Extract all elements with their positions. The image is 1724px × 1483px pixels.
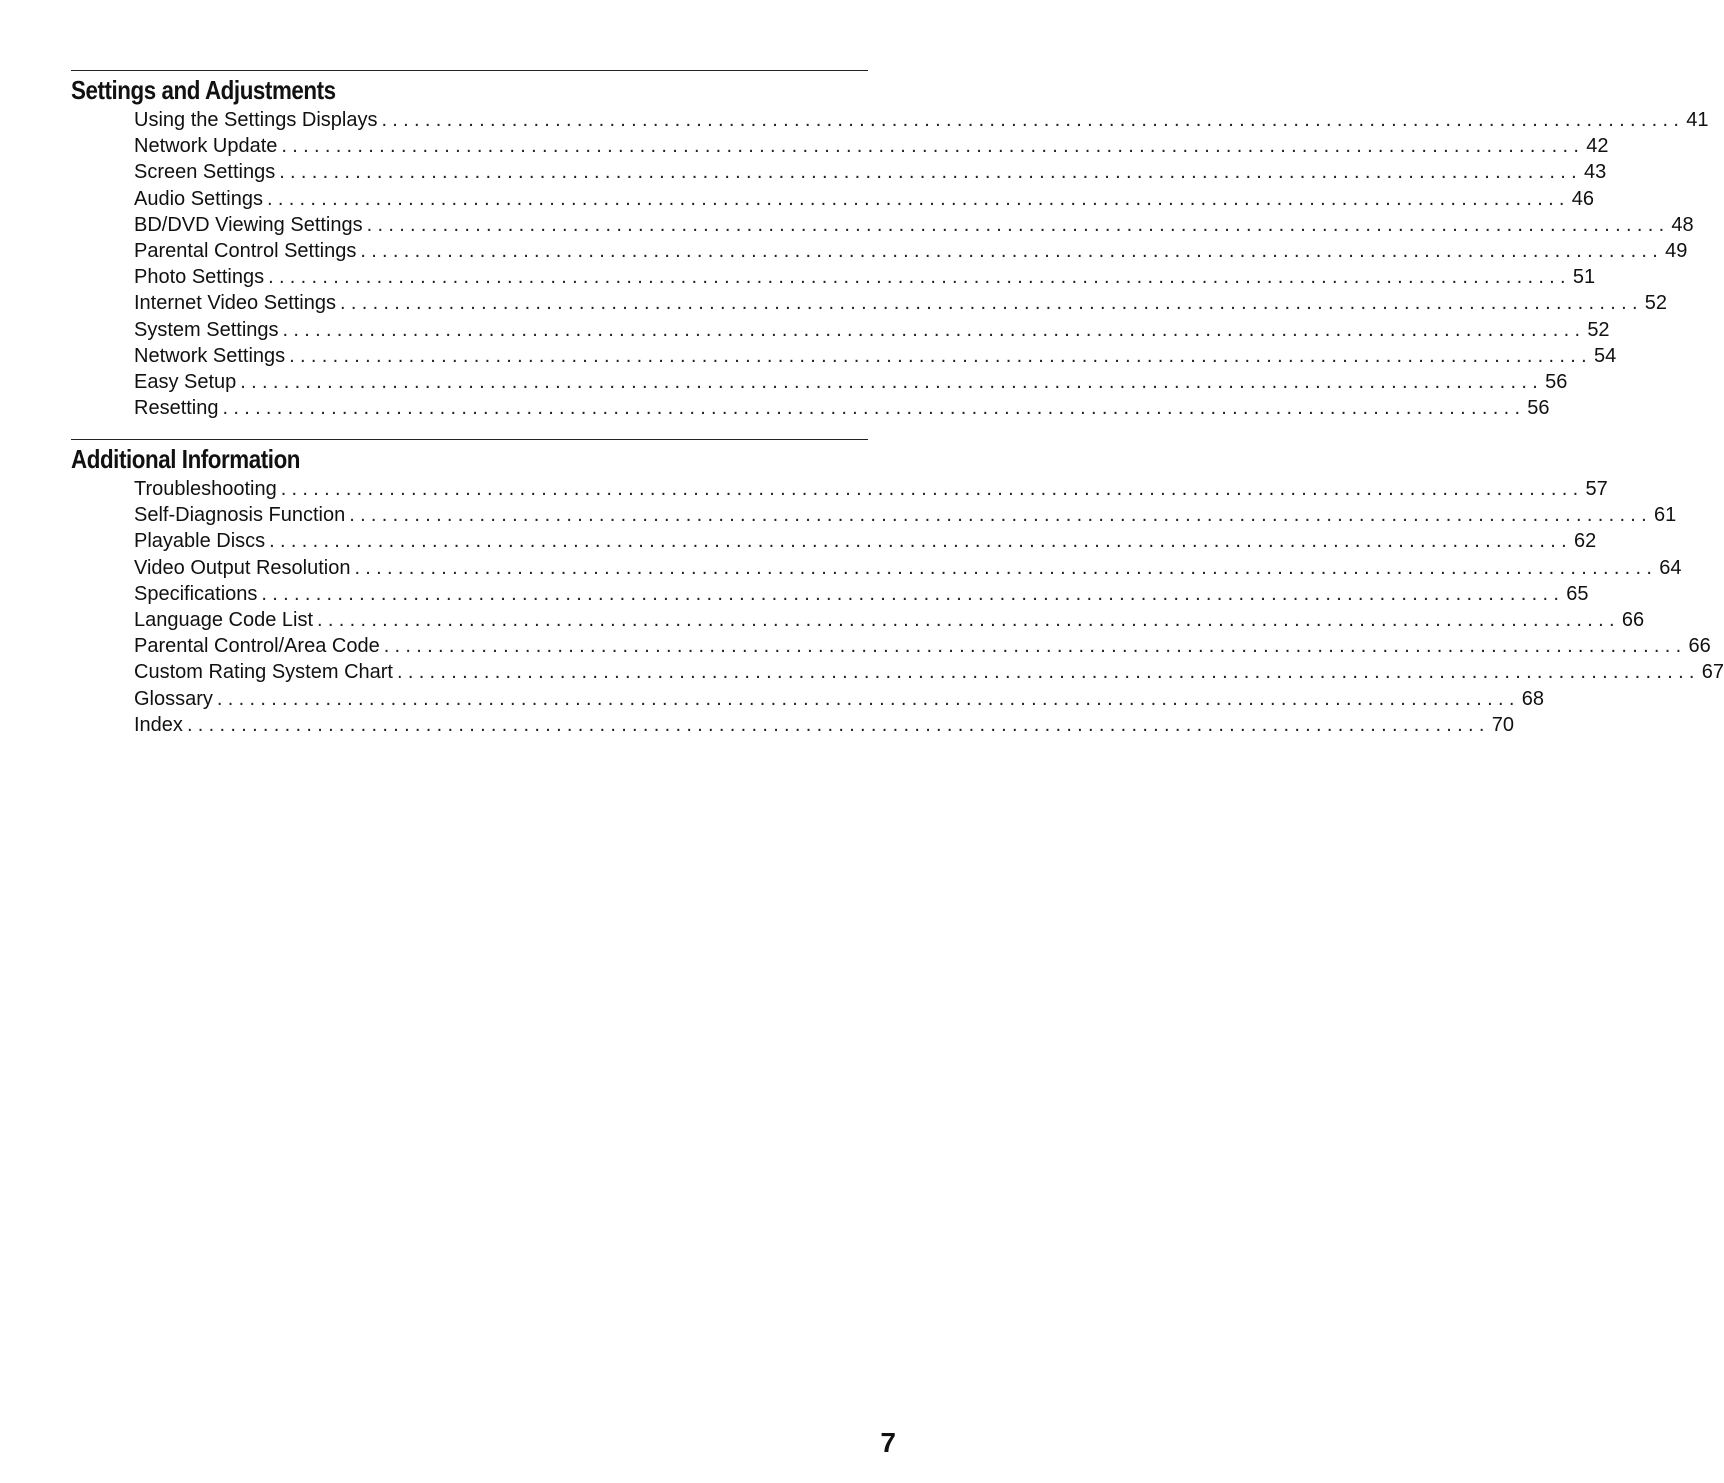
toc-entry-page: 61: [1654, 504, 1677, 527]
toc-entry-page: 67: [1701, 661, 1724, 684]
section-title: Additional Information: [71, 444, 301, 474]
toc-leader-dots: ........................................................................................................................: [340, 292, 1643, 315]
toc-leader-dots: ........................................................................................................................: [186, 713, 1490, 736]
toc-entry: [134, 395, 1550, 421]
toc-leader-dots: ........................................................................................................................: [222, 397, 1526, 420]
toc-entry-label: Custom Rating System Chart: [134, 661, 393, 684]
section-divider: [71, 70, 868, 71]
toc-entry-label: Internet Video Settings: [134, 292, 336, 315]
toc-entry-page: 46: [1571, 187, 1595, 210]
toc-entry-page: 41: [1686, 109, 1709, 131]
toc-leader-dots: ........................................................................................................................: [282, 318, 1586, 341]
toc-entry: [134, 476, 1608, 502]
toc-entry: [134, 555, 1682, 581]
toc-entry-label: Network Settings: [134, 344, 286, 367]
toc-entry: [134, 633, 1711, 659]
toc-entry: [134, 659, 1724, 685]
toc-entry-label: Audio Settings: [134, 187, 263, 210]
toc-entry-page: 65: [1566, 582, 1589, 605]
toc-entry-page: 62: [1573, 530, 1597, 553]
toc-entry-label: Easy Setup: [134, 370, 237, 393]
toc-entry-label: Playable Discs: [134, 530, 266, 553]
toc-entry-page: 64: [1659, 556, 1682, 579]
toc-leader-dots: ........................................................................................................................: [269, 530, 1572, 553]
toc-leader-dots: ........................................................................................................................: [240, 370, 1544, 393]
toc-entry-page: 68: [1521, 687, 1544, 710]
toc-leader-dots: ........................................................................................................................: [396, 661, 1700, 684]
toc-leader-dots: ........................................................................................................................: [381, 109, 1685, 131]
toc-entry: [134, 528, 1597, 554]
toc-entry-label: Network Update: [134, 135, 278, 158]
toc-entry: [134, 133, 1609, 159]
toc-entry-label: Parental Control/Area Code: [134, 635, 380, 658]
toc-entry-label: Video Output Resolution: [134, 556, 351, 579]
toc-entry-page: 42: [1586, 135, 1609, 158]
page-number: 7: [880, 1427, 896, 1458]
toc-entry: [134, 369, 1568, 395]
toc-entry: [134, 343, 1617, 369]
toc-leader-dots: ........................................................................................................................: [366, 213, 1670, 236]
toc-entry: [134, 581, 1589, 607]
toc-entry-page: 56: [1545, 370, 1568, 393]
toc-entry-label: BD/DVD Viewing Settings: [134, 213, 363, 236]
toc-entry-label: Screen Settings: [134, 161, 276, 184]
toc-leader-dots: ........................................................................................................................: [360, 239, 1664, 262]
toc-entry-page: 52: [1644, 292, 1668, 315]
toc-entry-label: Glossary: [134, 687, 213, 710]
toc-entry-page: 49: [1665, 239, 1688, 262]
toc-entry-page: 56: [1527, 397, 1550, 420]
toc-section-settings: [71, 70, 1709, 421]
toc-entry-page: 52: [1587, 318, 1610, 341]
toc-entry-page: 48: [1671, 213, 1694, 236]
toc-leader-dots: ........................................................................................................................: [261, 582, 1565, 605]
toc-entry-label: Using the Settings Displays: [134, 109, 378, 131]
toc-entry: [134, 502, 1677, 528]
toc-entry-label: Language Code List: [134, 608, 314, 631]
toc-entries: [134, 107, 1709, 421]
toc-entry-label: Specifications: [134, 582, 258, 605]
toc-entry-page: 43: [1584, 161, 1607, 184]
toc-entry-page: 70: [1491, 713, 1514, 736]
toc-entry-page: 66: [1621, 608, 1645, 631]
toc-leader-dots: ........................................................................................................................: [349, 504, 1653, 527]
toc-entry: [134, 212, 1694, 238]
toc-entry-page: 57: [1585, 478, 1608, 500]
toc-leader-dots: ........................................................................................................................: [281, 135, 1585, 158]
toc-entry: [134, 238, 1688, 264]
toc-entry: [134, 607, 1645, 633]
toc-entry: [134, 186, 1595, 212]
toc-leader-dots: ........................................................................................................................: [266, 187, 1570, 210]
toc-entry-label: Self-Diagnosis Function: [134, 504, 346, 527]
toc-leader-dots: ........................................................................................................................: [383, 635, 1687, 658]
toc-entry: [134, 686, 1544, 712]
toc-leader-dots: ........................................................................................................................: [317, 608, 1620, 631]
toc-entry-label: Parental Control Settings: [134, 239, 357, 262]
toc-entry-page: 51: [1572, 266, 1596, 289]
toc-leader-dots: ........................................................................................................................: [279, 161, 1582, 184]
toc-entry: [134, 317, 1610, 343]
toc-entries: [134, 476, 1724, 738]
toc-section-additional: [71, 439, 1724, 738]
toc-entry-label: System Settings: [134, 318, 279, 341]
toc-entry-label: Troubleshooting: [134, 478, 277, 500]
toc-entry: [134, 107, 1709, 133]
toc-entry: [134, 290, 1668, 316]
toc-leader-dots: ........................................................................................................................: [289, 344, 1592, 367]
toc-entry-page: 66: [1688, 635, 1711, 658]
toc-entry-label: Index: [134, 713, 183, 736]
toc-leader-dots: ........................................................................................................................: [268, 266, 1571, 289]
toc-entry-label: Resetting: [134, 397, 219, 420]
toc-leader-dots: ........................................................................................................................: [216, 687, 1520, 710]
toc-entry-label: Photo Settings: [134, 266, 265, 289]
section-title: Settings and Adjustments: [71, 75, 336, 105]
toc-entry: [134, 712, 1514, 738]
toc-entry: [134, 264, 1596, 290]
toc-leader-dots: ........................................................................................................................: [280, 478, 1584, 500]
toc-entry-page: 54: [1593, 344, 1617, 367]
toc-leader-dots: ........................................................................................................................: [354, 556, 1658, 579]
toc-entry: [134, 159, 1607, 185]
section-divider: [71, 439, 868, 440]
